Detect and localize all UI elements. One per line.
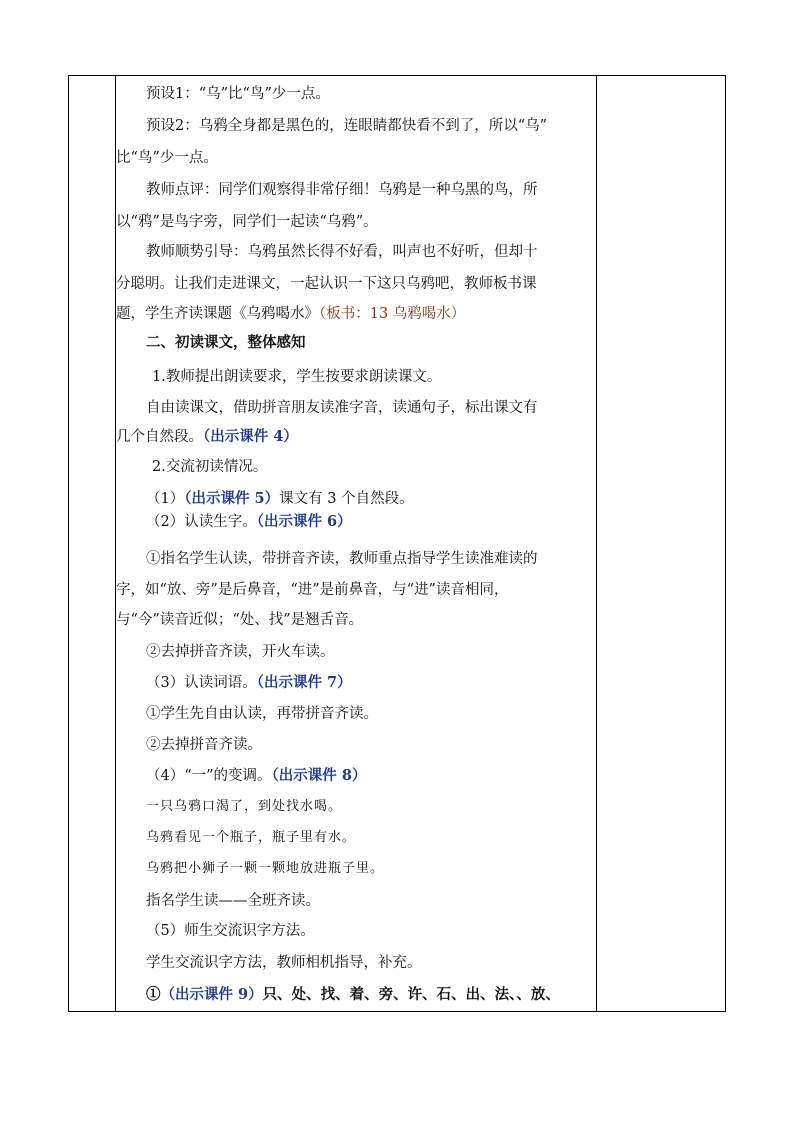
step-2: 2.交流初读情况。 — [152, 459, 268, 475]
teacher-guide-cont: 分聪明。让我们走进课文，一起认识一下这只乌鸦吧，教师板书课 — [116, 276, 537, 292]
free-reading: 自由读课文，借助拼音朋友读准字音，读通句子，标出课文有 — [146, 400, 538, 416]
teacher-comment: 教师点评：同学们观察得非常仔细！乌鸦是一种乌黑的鸟，所 — [146, 182, 538, 198]
read-title: 题，学生齐读课题《乌鸦喝水》 — [116, 306, 319, 322]
teacher-guide: 教师顺势引导：乌鸦虽然长得不好看，叫声也不好听，但却十 — [146, 244, 538, 260]
item-2-detail-2: ②去掉拼音齐读，开火车读。 — [146, 644, 335, 660]
sentence-1: 一只乌鸦口渴了，到处找水喝。 — [146, 799, 343, 814]
free-reading-cont — [116, 427, 298, 447]
slide-ref-7: （出示课件 7） — [256, 674, 352, 691]
item-2-text: （2）认读生字。 — [146, 514, 257, 530]
preset-2: 预设2：乌鸦全身都是黑色的，连眼睛都快看不到了，所以“乌” — [146, 118, 548, 134]
sentence-2: 乌鸦看见一个瓶子，瓶子里有水。 — [146, 830, 357, 845]
teacher-comment-cont: 以“鸦”是鸟字旁，同学们一起读“乌鸦”。 — [116, 214, 378, 230]
column-divider-2 — [596, 76, 597, 1011]
preset-1: 预设1：“乌”比“鸟”少一点。 — [146, 86, 330, 102]
read-instruction: 指名学生读——全班齐读。 — [146, 893, 320, 909]
item-2-detail-1: ①指名学生认读，带拼音齐读，教师重点指导学生读准难读的 — [146, 551, 538, 567]
item-5-detail: 学生交流识字方法，教师相机指导，补充。 — [146, 955, 422, 971]
item-2 — [146, 512, 352, 532]
preset-2-cont: 比“鸟”少一点。 — [116, 150, 218, 166]
item-4-text: （4）“一”的变调。 — [146, 768, 272, 784]
item-1-number: （1） — [146, 491, 185, 507]
board-note: （板书：13 乌鸦喝水） — [319, 306, 466, 322]
character-list-text: 只、处、找、着、旁、许、石、出、法、、放、 — [262, 986, 560, 1003]
item-5: （5）师生交流识字方法。 — [146, 923, 315, 939]
item-1 — [146, 489, 414, 509]
item-1-text: 课文有 3 个自然段。 — [279, 491, 414, 507]
item-3-detail-2: ②去掉拼音齐读。 — [146, 737, 262, 753]
section-heading: 二、初读课文，整体感知 — [146, 334, 306, 351]
character-list — [146, 985, 560, 1005]
item-3 — [146, 673, 352, 693]
slide-ref-4: （出示课件 4） — [203, 428, 298, 445]
item-2-detail-1-end: 与“今”读音近似；“处、找”是翘舌音。 — [116, 612, 364, 628]
item-4 — [146, 766, 366, 786]
slide-ref-9: （出示课件 9） — [160, 986, 263, 1003]
slide-ref-6: （出示课件 6） — [256, 513, 352, 530]
item-3-text: （3）认读词语。 — [146, 675, 257, 691]
item-2-detail-1-cont: 字，如“放、旁”是后鼻音，“进”是前鼻音，与“进”读音相同， — [116, 582, 509, 598]
teacher-guide-end — [116, 304, 465, 324]
slide-ref-8: （出示课件 8） — [271, 767, 367, 784]
slide-ref-5: （出示课件 5） — [184, 490, 280, 507]
sentence-3: 乌鸦把小狮子一颗一颗地放进瓶子里。 — [146, 861, 385, 876]
step-1: 1.教师提出朗读要求，学生按要求朗读课文。 — [152, 369, 442, 385]
paragraph-count-text: 几个自然段。 — [116, 429, 203, 445]
character-list-number: ① — [146, 986, 161, 1003]
item-3-detail-1: ①学生先自由认读，再带拼音齐读。 — [146, 706, 378, 722]
